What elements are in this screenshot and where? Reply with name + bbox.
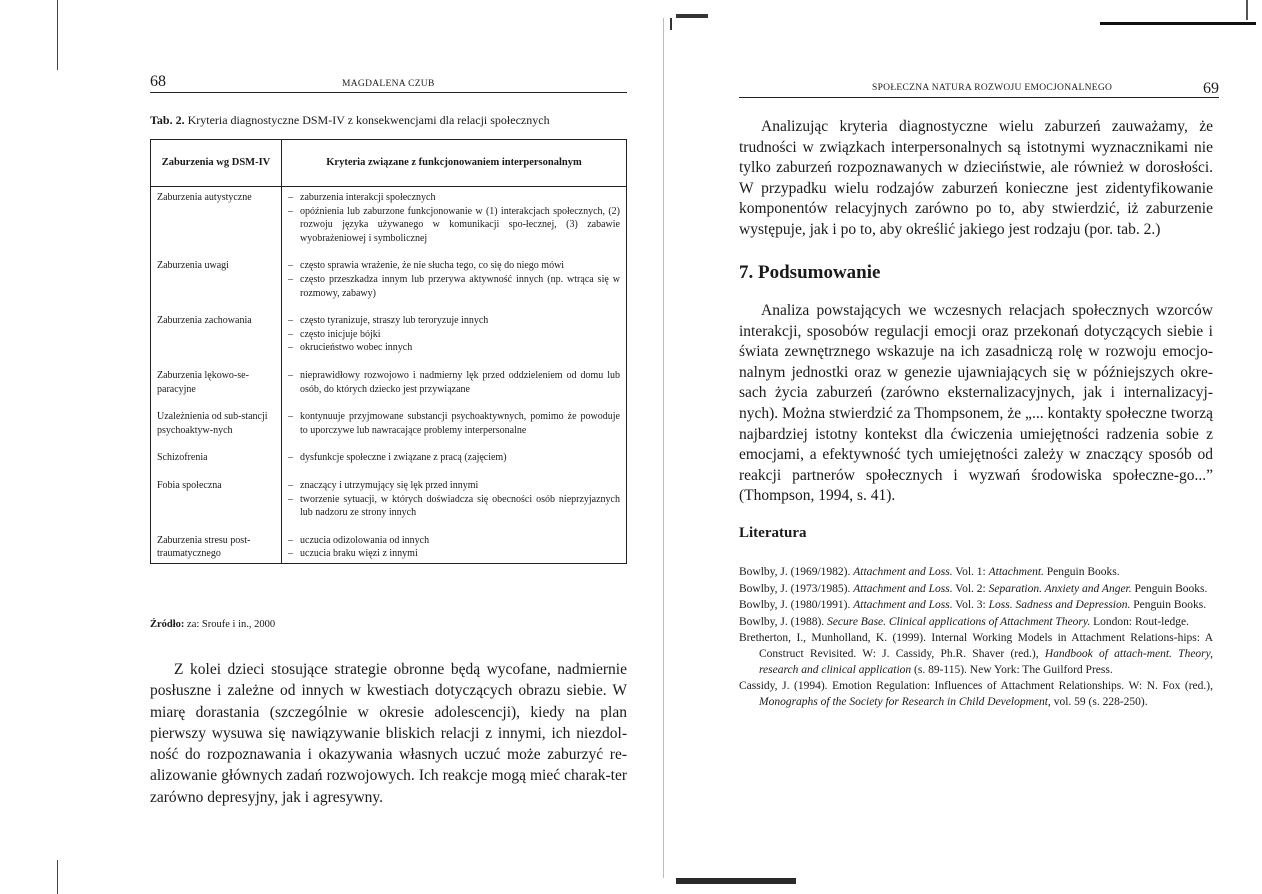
criteria-list <box>288 410 620 437</box>
bib-subtitle: Attachment. <box>988 566 1044 578</box>
table-row <box>151 530 627 564</box>
table-row <box>151 447 627 475</box>
header-rule-left <box>150 92 627 93</box>
criteria-item: – dysfunkcje społeczne i związane z pracą (zajęciem) <box>288 451 620 465</box>
disorder-cell: Zaburzenia stresu post-traumatycznego <box>151 530 282 564</box>
bib-title: Handbook of attach-ment. Theory, research and clinical application <box>759 647 1213 676</box>
header-disorders: Zaburzenia wg DSM-IV <box>151 140 282 187</box>
criteria-list <box>288 451 620 465</box>
running-head-right: SPOŁECZNA NATURA ROZWOJU EMOCJONALNEGO <box>872 83 1113 93</box>
section-heading: 7. Podsumowanie <box>739 262 881 283</box>
bibliography-entry <box>739 631 1213 678</box>
criteria-item: – uczucia odizolowania od innych <box>288 534 620 548</box>
bibliography-entry <box>739 598 1213 614</box>
disorder-cell: Zaburzenia uwagi <box>151 255 282 310</box>
criteria-cell <box>282 310 627 365</box>
intro-paragraph: Analizując kryteria diagnostyczne wielu zaburzeń zauważamy, że trudności w związkach interpersonalnych są istotnymi wyznacznikami nie tylko zaburzeń rozpoznawanych w dzieciństwie, ale również w dorosłości. W przypadku wielu rodzajów zaburzeń konieczne jest zidentyfikowanie komponentów relacyjnych zarówno po to, aby stwierdzić, iż zaburzenie występuje, jak i po to, aby określić jakiego jest rodzaju (por. tab. 2.) <box>739 118 1213 238</box>
criteria-item: – kontynuuje przyjmowane substancji psychoaktywnych, pomimo że powoduje to uporczywe lub nawracające problemy interpersonalne <box>288 410 620 437</box>
source-text: za: Sroufe i in., 2000 <box>187 619 276 630</box>
table-row <box>151 365 627 406</box>
bib-pre: Bretherton, I., Munholland, K. (1999). Internal Working Models in Attachment Relations-hips: A Construct Revisited. W: J. Cassidy, Ph.R. Shaver (red.), <box>739 632 1213 660</box>
page-number-right: 69 <box>1203 80 1219 97</box>
table-source <box>150 619 275 630</box>
criteria-cell <box>282 447 627 475</box>
criteria-item: – często tyranizuje, straszy lub teroryzuje innych <box>288 314 620 328</box>
dsm-criteria-table <box>150 139 627 564</box>
criteria-cell <box>282 530 627 564</box>
criteria-list <box>288 259 620 300</box>
source-label: Źródło: <box>150 619 185 630</box>
header-rule-right <box>739 97 1219 98</box>
bibliography-entry <box>739 615 1213 631</box>
bib-mid: (s. 89-115). New York: The Guilford Press. <box>911 663 1113 676</box>
table-caption-text: Kryteria diagnostyczne DSM-IV z konsekwencjami dla relacji społecznych <box>187 113 550 127</box>
bib-pre: Bowlby, J. (1980/1991). <box>739 599 854 612</box>
criteria-item: – uczucia braku więzi z innymi <box>288 547 620 561</box>
table-row <box>151 187 627 256</box>
bib-pre: Cassidy, J. (1994). Emotion Regulation: Influences of Attachment Relationships. W: N. Fox (red.), <box>739 680 1213 693</box>
criteria-item: – znaczący i utrzymujący się lęk przed innymi <box>288 479 620 493</box>
criteria-item: – okrucieństwo wobec innych <box>288 341 620 355</box>
summary-paragraph: Analiza powstających we wczesnych relacjach społecznych wzorców interakcji, sposobów regulacji emocji oraz przekonań dotyczących siebie i świata zewnętrznego wskazuje na ich zasadniczą rolę w rozwoju emocjo-nalnym jednostki oraz w genezie ujawniających się w późniejszych okre-sach życia zaburzeń (zarówno eksternalizacyjnych, jak i internalizacyj-nych). Można stwierdzić za Thompsonem, że „... kontakty społeczne tworzą najbardziej istotny kontekst dla ćwiczenia umiejętności radzenia sobie z emocjami, a efektywność tych umiejętności zależy w znaczący sposób od reakcji partnerów społecznych i wyzwań środowiska społeczne-go...” (Thompson, 1994, s. 41). <box>739 302 1213 505</box>
bib-title: Attachment and Loss. <box>853 566 953 578</box>
table-header-row <box>151 140 627 187</box>
disorder-cell: Uzależnienia od sub-stancji psychoaktyw-nych <box>151 406 282 447</box>
running-head-left: MAGDALENA CZUB <box>342 79 435 89</box>
bib-mid: Vol. 3: <box>952 599 989 612</box>
disorder-cell: Zaburzenia autystyczne <box>151 187 282 256</box>
criteria-cell <box>282 187 627 256</box>
page-number-left: 68 <box>150 73 166 90</box>
bibliography-entry <box>739 582 1213 598</box>
criteria-item: – tworzenie sytuacji, w których doświadcza się obecności osób nieprzyjaznych lub nadzoru ze strony innych <box>288 493 620 520</box>
left-body-paragraph: Z kolei dzieci stosujące strategie obronne będą wycofane, nadmiernie posłuszne i zależne od innych w kwestiach dotyczących obrazu siebie. W miarę dorastania (szczególnie w okresie adolescencji), kiedy na plan pierwszy wysuwa się nawiązywanie bliskich relacji z innymi, ich niezdol-ność do rozpoznawania i okazywania własnych uczuć może zaburzyć re-alizowanie głównych zadań rozwojowych. Ich reakcje mogą mieć charak-ter zarówno depresyjny, jak i agresywny. <box>150 661 627 806</box>
table-row <box>151 475 627 530</box>
criteria-item: – opóźnienia lub zaburzone funkcjonowanie w (1) interakcjach społecznych, (2) rozwoju języka używanego w komunikacji spo-łecznej, (3) zabawie wyobrażeniowej i symbolicznej <box>288 205 620 246</box>
disorder-cell: Zaburzenia zachowania <box>151 310 282 365</box>
criteria-item: – nieprawidłowy rozwojowo i nadmierny lęk przed oddzieleniem od domu lub osób, do których dziecko jest przywiązane <box>288 369 620 396</box>
criteria-cell <box>282 475 627 530</box>
disorder-cell: Schizofrenia <box>151 447 282 475</box>
disorder-cell: Fobia społeczna <box>151 475 282 530</box>
bib-mid: vol. 59 (s. 228-250). <box>1050 695 1148 708</box>
bib-subtitle: Loss. Sadness and Depression. <box>988 599 1131 612</box>
bib-mid: London: Rout-ledge. <box>1090 615 1189 628</box>
bib-title: Attachment and Loss. <box>853 582 953 595</box>
header-criteria: Kryteria związane z funkcjonowaniem interpersonalnym <box>282 140 627 187</box>
literature-heading: Literatura <box>739 525 807 541</box>
bib-pre: Bowlby, J. (1973/1985). <box>739 582 854 595</box>
criteria-list <box>288 191 620 245</box>
table-row <box>151 406 627 447</box>
bib-post: Penguin Books. <box>1043 566 1120 578</box>
bibliography-entry <box>739 679 1213 710</box>
bibliography-list <box>739 565 1213 711</box>
criteria-item: – często inicjuje bójki <box>288 328 620 342</box>
bib-mid: Vol. 2: <box>952 582 989 595</box>
criteria-cell <box>282 365 627 406</box>
criteria-list <box>288 369 620 396</box>
criteria-item: – często przeszkadza innym lub przerywa aktywność innych (np. wtrąca się w rozmowy, zabawy) <box>288 273 620 300</box>
table-caption <box>150 113 550 128</box>
criteria-item: – zaburzenia interakcji społecznych <box>288 191 620 205</box>
bib-pre: Bowlby, J. (1988). <box>739 615 828 628</box>
criteria-cell <box>282 255 627 310</box>
bib-post: Penguin Books. <box>1130 599 1207 612</box>
criteria-cell <box>282 406 627 447</box>
table-row <box>151 255 627 310</box>
bibliography-entry <box>739 565 1213 581</box>
book-spine <box>663 18 664 878</box>
table-caption-label: Tab. 2. <box>150 113 185 127</box>
bib-post: Penguin Books. <box>1131 582 1208 595</box>
bib-mid: Vol. 1: <box>952 566 989 578</box>
criteria-list <box>288 534 620 561</box>
bib-pre: Bowlby, J. (1969/1982). <box>739 566 854 578</box>
bib-title: Secure Base. Clinical applications of Attachment Theory. <box>827 615 1091 628</box>
bib-title: Monographs of the Society for Research in Child Development, <box>759 695 1051 708</box>
criteria-list <box>288 314 620 355</box>
disorder-cell: Zaburzenia lękowo-se-paracyjne <box>151 365 282 406</box>
bib-title: Attachment and Loss. <box>853 599 953 612</box>
criteria-item: – często sprawia wrażenie, że nie słucha tego, co się do niego mówi <box>288 259 620 273</box>
table-row <box>151 310 627 365</box>
criteria-list <box>288 479 620 520</box>
bib-subtitle: Separation. Anxiety and Anger. <box>988 582 1132 595</box>
